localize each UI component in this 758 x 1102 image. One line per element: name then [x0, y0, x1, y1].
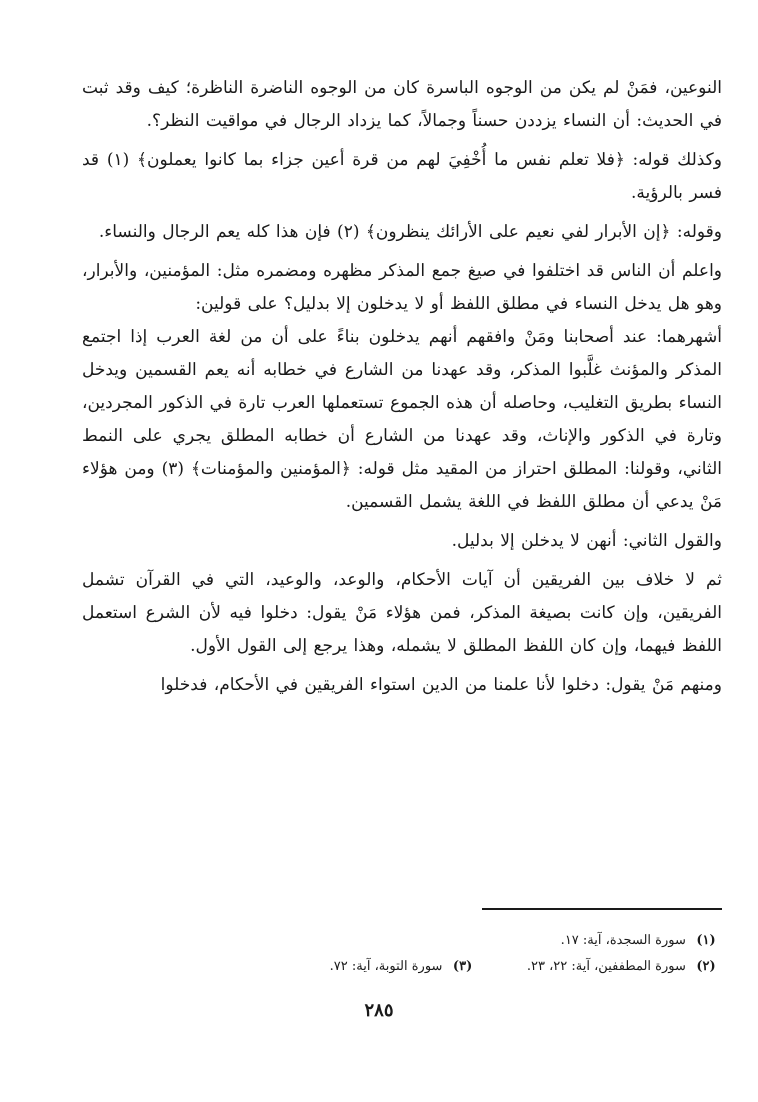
footnote-1-number: (١)	[696, 933, 716, 948]
footnote-1-text: سورة السجدة، آية: ١٧.	[560, 933, 686, 948]
page-number: ٢٨٥	[364, 1000, 394, 1021]
main-text	[82, 72, 722, 702]
footnote-divider	[482, 908, 722, 910]
footnote-3-number: (٣)	[452, 959, 473, 974]
footnotes	[82, 928, 722, 980]
footnote-3-text: سورة التوبة، آية: ٧٢.	[329, 959, 443, 974]
paragraph-3: وقوله: ﴿إن الأبرار لفي نعيم على الأرائك ينظرون﴾ (٢) فإن هذا كله يعم الرجال والنساء.	[98, 222, 722, 242]
footnote-2-text: سورة المطففين، آية: ٢٢، ٢٣.	[526, 959, 686, 974]
paragraph-2: وكذلك قوله: ﴿فلا تعلم نفس ما أُخْفِيَ لهم من قرة أعين جزاء بما كانوا يعملون﴾ (١) قد فسر بالرؤية.	[82, 150, 722, 203]
footnote-2-number: (٢)	[696, 959, 716, 974]
paragraph-1: النوعين، فمَنْ لم يكن من الوجوه الباسرة كان من الوجوه الناضرة الناظرة؛ كيف وقد ثبت في الحديث: أن النساء يزددن حسناً وجمالاً، كما يزداد الرجال في مواقيت النظر؟.	[82, 78, 722, 131]
paragraph-5: أشهرهما: عند أصحابنا ومَنْ وافقهم أنهم يدخلون بناءً على أن من لغة العرب إذا اجتمع المذكر والمؤنث غلَّبوا المذكر، وقد عهدنا من الشارع في خطابه أنه يعم القسمين ويدخل النساء بطريق التغليب، وحاصله أن هذه الجموع تستعملها العرب تارة في الذكور المجردين، وتارة في الذكور والإناث، وقد عهدنا من الشارع أن خطابه المطلق يجري على النمط الثاني، وقولنا: المطلق احتراز من المقيد مثل قوله: ﴿المؤمنين والمؤمنات﴾ (٣) ومن هؤلاء مَنْ يدعي أن مطلق اللفظ في اللغة يشمل القسمين.	[82, 327, 722, 512]
paragraph-7: ثم لا خلاف بين الفريقين أن آيات الأحكام، والوعد، والوعيد، التي في القرآن تشمل الفريقين، وإن كانت بصيغة المذكر، فمن هؤلاء مَنْ يقول: دخلوا فيه لأن الشرع استعمل اللفظ فيهما، وإن كان اللفظ المطلق لا يشمله، وهذا يرجع إلى القول الأول.	[82, 570, 722, 656]
paragraph-4: واعلم أن الناس قد اختلفوا في صيغ جمع المذكر مظهره ومضمره مثل: المؤمنين، والأبرار، وهو هل يدخل النساء في مطلق اللفظ أو لا يدخلون إلا بدليل؟ على قولين:	[82, 261, 722, 314]
footnote-2	[82, 954, 722, 980]
paragraph-6: والقول الثاني: أنهن لا يدخلن إلا بدليل.	[451, 531, 722, 551]
footnote-1	[82, 928, 722, 954]
paragraph-8: ومنهم مَنْ يقول: دخلوا لأنا علمنا من الدين استواء الفريقين في الأحكام، فدخلوا	[160, 675, 722, 695]
